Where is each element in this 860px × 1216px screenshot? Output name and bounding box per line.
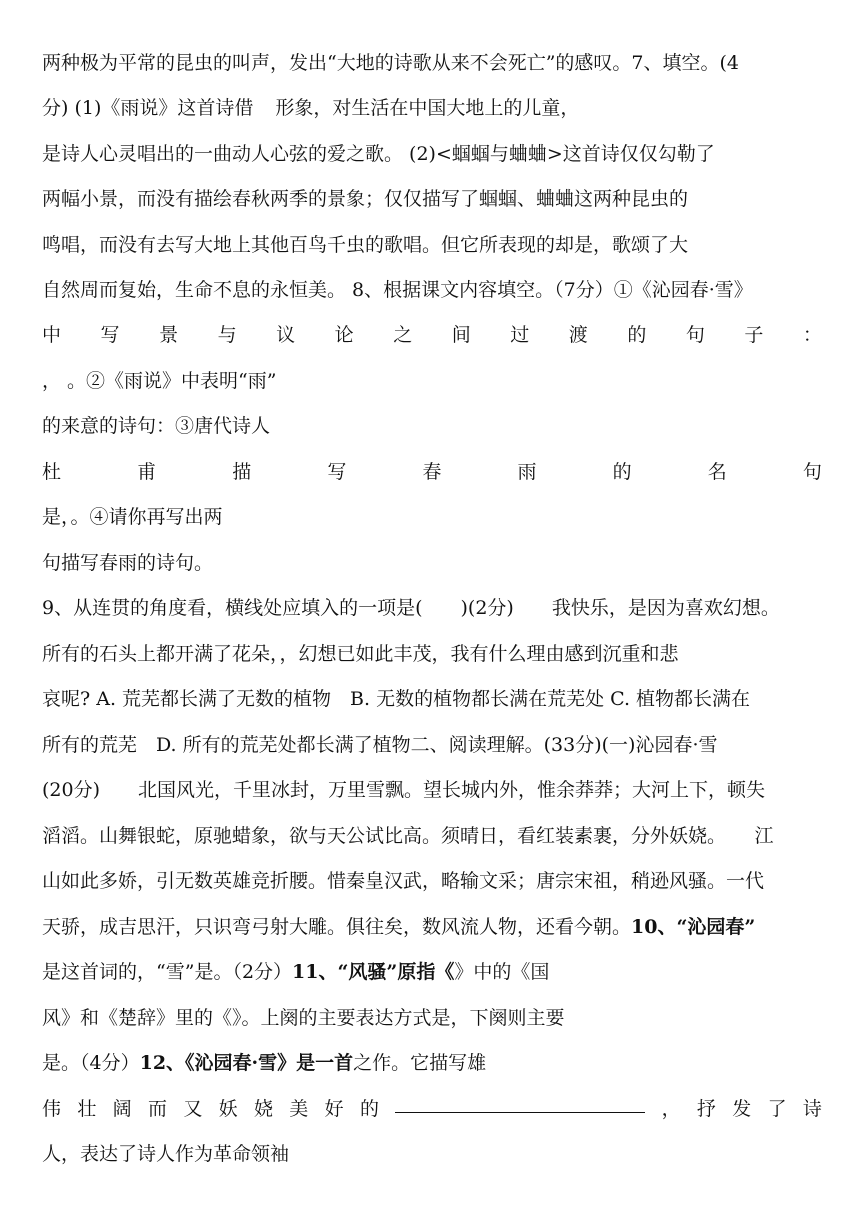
text-line: 是。（4分）12、《沁园春·雪》是一首之作。它描写雄	[42, 1052, 487, 1074]
spaced-line: 伟 壮 阔 而 又 妖 娆 美 好 的 ， 抒 发 了 诗	[42, 1092, 822, 1126]
spaced-line: 杜 甫 描 写 春 雨 的 名 句	[42, 461, 822, 483]
text-line: 9、从连贯的角度看，横线处应填入的一项是( )(2分) 我快乐，是因为喜欢幻想。	[42, 597, 780, 619]
text-line: 两种极为平常的昆虫的叫声，发出“大地的诗歌从来不会死亡”的感叹。7、填空。(4	[42, 52, 740, 74]
text-line: 天骄，成吉思汗，只识弯弓射大雕。俱往矣，数风流人物，还看今朝。10、“沁园春”	[42, 916, 756, 938]
text-line: 是，。④请你再写出两	[42, 506, 223, 528]
text-line: 分) (1)《雨说》这首诗借 形象，对生活在中国大地上的儿童，	[42, 97, 580, 119]
text-line: 人，表达了诗人作为革命领袖	[42, 1143, 290, 1165]
text-line: 哀呢? A. 荒芜都长满了无数的植物 B. 无数的植物都长满在荒芜处 C. 植物都长满在	[42, 688, 751, 710]
text-line: 山如此多娇，引无数英雄竞折腰。惜秦皇汉武，略输文采；唐宗宋祖，稍逊风骚。一代	[42, 870, 765, 892]
blank-line[interactable]	[395, 1092, 645, 1113]
text-line: 自然周而复始，生命不息的永恒美。 8、根据课文内容填空。（7分）①《沁园春·雪》	[42, 279, 753, 301]
text-line: 的来意的诗句：③唐代诗人	[42, 415, 271, 437]
text-line: 句描写春雨的诗句。	[42, 552, 214, 574]
text-line: 滔滔。山舞银蛇，原驰蜡象，欲与天公试比高。须晴日，看红装素裹，分外妖娆。 江	[42, 825, 774, 847]
text-line: 鸣唱，而没有去写大地上其他百鸟千虫的歌唱。但它所表现的却是，歌颂了大	[42, 234, 689, 256]
text-line: 所有的荒芜 D. 所有的荒芜处都长满了植物二、阅读理解。(33分)(一)沁园春·雪	[42, 734, 718, 756]
text-line: 是诗人心灵唱出的一曲动人心弦的爱之歌。 (2)<蝈蝈与蛐蛐>这首诗仅仅勾勒了	[42, 143, 715, 165]
text-line: 所有的石头上都开满了花朵，，幻想已如此丰茂，我有什么理由感到沉重和悲	[42, 643, 679, 665]
text-line: 两幅小景，而没有描绘春秋两季的景象；仅仅描写了蝈蝈、蛐蛐这两种昆虫的	[42, 188, 689, 210]
spaced-line: 中 写 景 与 议 论 之 间 过 渡 的 句 子 ：	[42, 324, 822, 346]
text-line: 风》和《楚辞》里的《》。上阕的主要表达方式是，下阕则主要	[42, 1007, 565, 1029]
text-line: 是这首词的，“雪”是。（2分）11、“风骚”原指《》中的《国	[42, 961, 550, 983]
text-line: (20分) 北国风光，千里冰封，万里雪飘。望长城内外，惟余莽莽；大河上下，顿失	[42, 779, 766, 801]
exam-page	[42, 0, 822, 1216]
text-line: ， 。②《雨说》中表明“雨”	[42, 370, 277, 392]
